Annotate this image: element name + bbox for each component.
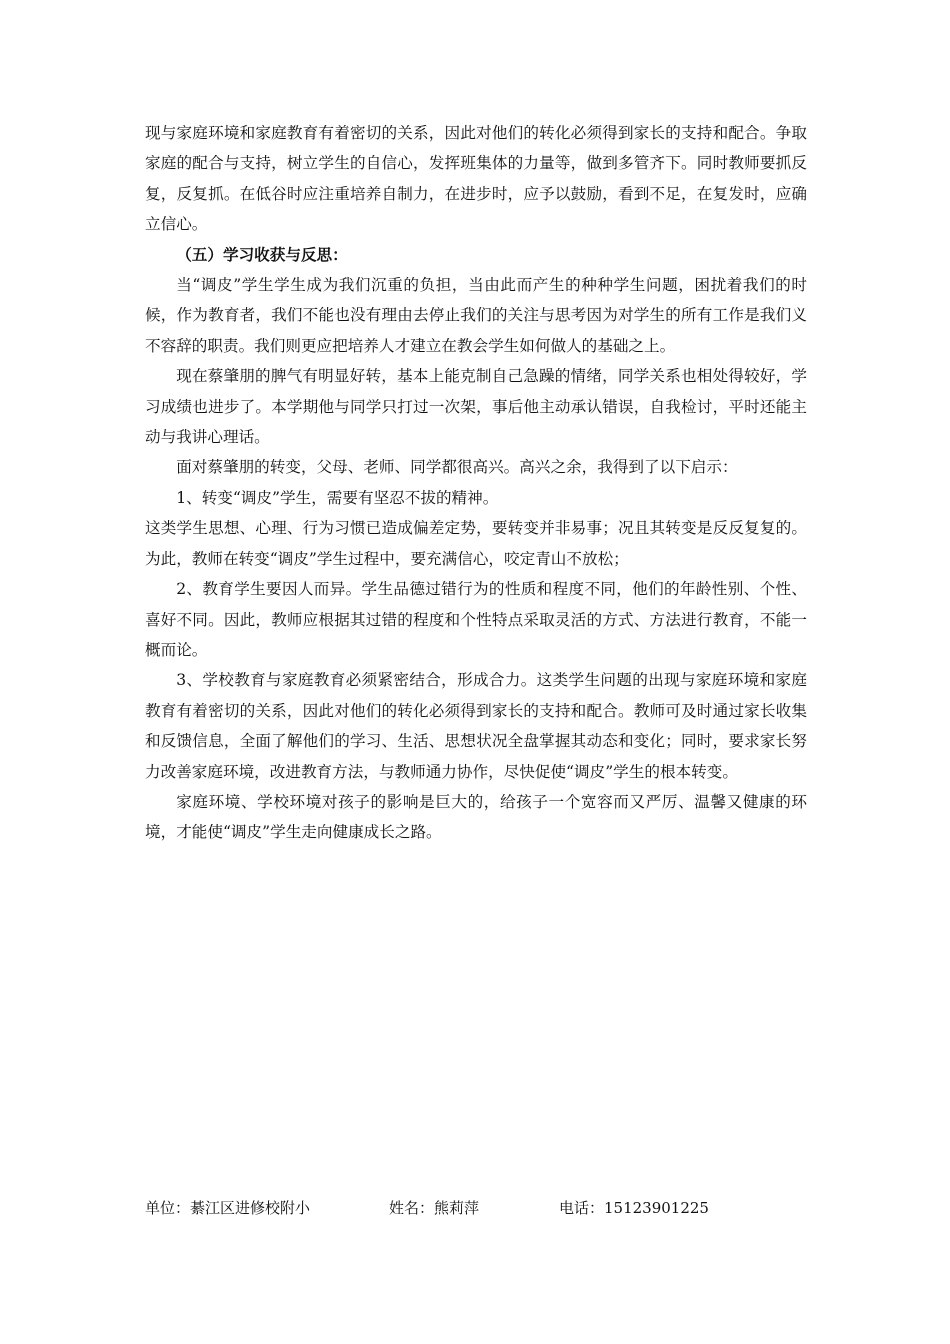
document-body xyxy=(145,118,807,848)
footer-name: 姓名：熊莉萍 xyxy=(389,1199,480,1217)
paragraph: 现在蔡肇朋的脾气有明显好转，基本上能克制自己急躁的情绪，同学关系也相处得较好，学习成绩也进步了。本学期他与同学只打过一次架，事后他主动承认错误，自我检讨，平时还能主动与我讲心理话。 xyxy=(145,367,807,447)
paragraph: 当“调皮”学生学生成为我们沉重的负担，当由此而产生的种种学生问题，困扰着我们的时候，作为教育者，我们不能也没有理由去停止我们的关注与思考因为对学生的所有工作是我们义不容辞的职责。我们则更应把培养人才建立在教会学生如何做人的基础之上。 xyxy=(145,276,807,355)
list-item: 1、转变“调皮”学生，需要有坚忍不拔的精神。 xyxy=(176,488,499,507)
paragraph: 家庭环境、学校环境对孩子的影响是巨大的，给孩子一个宽容而又严厉、温馨又健康的环境，才能使“调皮”学生走向健康成长之路。 xyxy=(145,792,807,842)
list-item: 2、教育学生要因人而异。学生品德过错行为的性质和程度不同，他们的年龄性别、个性、喜好不同。因此，教师应根据其过错的程度和个性特点采取灵活的方式、方法进行教育，不能一概而论。 xyxy=(145,580,807,659)
footer-phone: 电话：15123901225 xyxy=(559,1199,709,1217)
section-heading: （五）学习收获与反思： xyxy=(176,244,348,264)
paragraph: 面对蔡肇朋的转变，父母、老师、同学都很高兴。高兴之余，我得到了以下启示： xyxy=(176,458,738,477)
paragraph-continuation: 现与家庭环境和家庭教育有着密切的关系，因此对他们的转化必须得到家长的支持和配合。争取家庭的配合与支持，树立学生的自信心，发挥班集体的力量等，做到多管齐下。同时教师要抓反复，反复抓。在低谷时应注重培养自制力，在进步时，应予以鼓励，看到不足，在复发时，应确立信心。 xyxy=(145,124,807,234)
paragraph: 这类学生思想、心理、行为习惯已造成偏差定势，要转变并非易事；况且其转变是反反复复的。为此，教师在转变“调皮”学生过程中，要充满信心，咬定青山不放松； xyxy=(145,519,807,568)
list-item: 3、学校教育与家庭教育必须紧密结合，形成合力。这类学生问题的出现与家庭环境和家庭教育有着密切的关系，因此对他们的转化必须得到家长的支持和配合。教师可及时通过家长收集和反馈信息，全面了解他们的学习、生活、思想状况全盘掌握其动态和变化；同时，要求家长努力改善家庭环境，改进教育方法，与教师通力协作，尽快促使“调皮”学生的根本转变。 xyxy=(145,671,807,781)
footer-unit: 单位：綦江区进修校附小 xyxy=(145,1199,311,1217)
author-footer xyxy=(145,1193,807,1223)
